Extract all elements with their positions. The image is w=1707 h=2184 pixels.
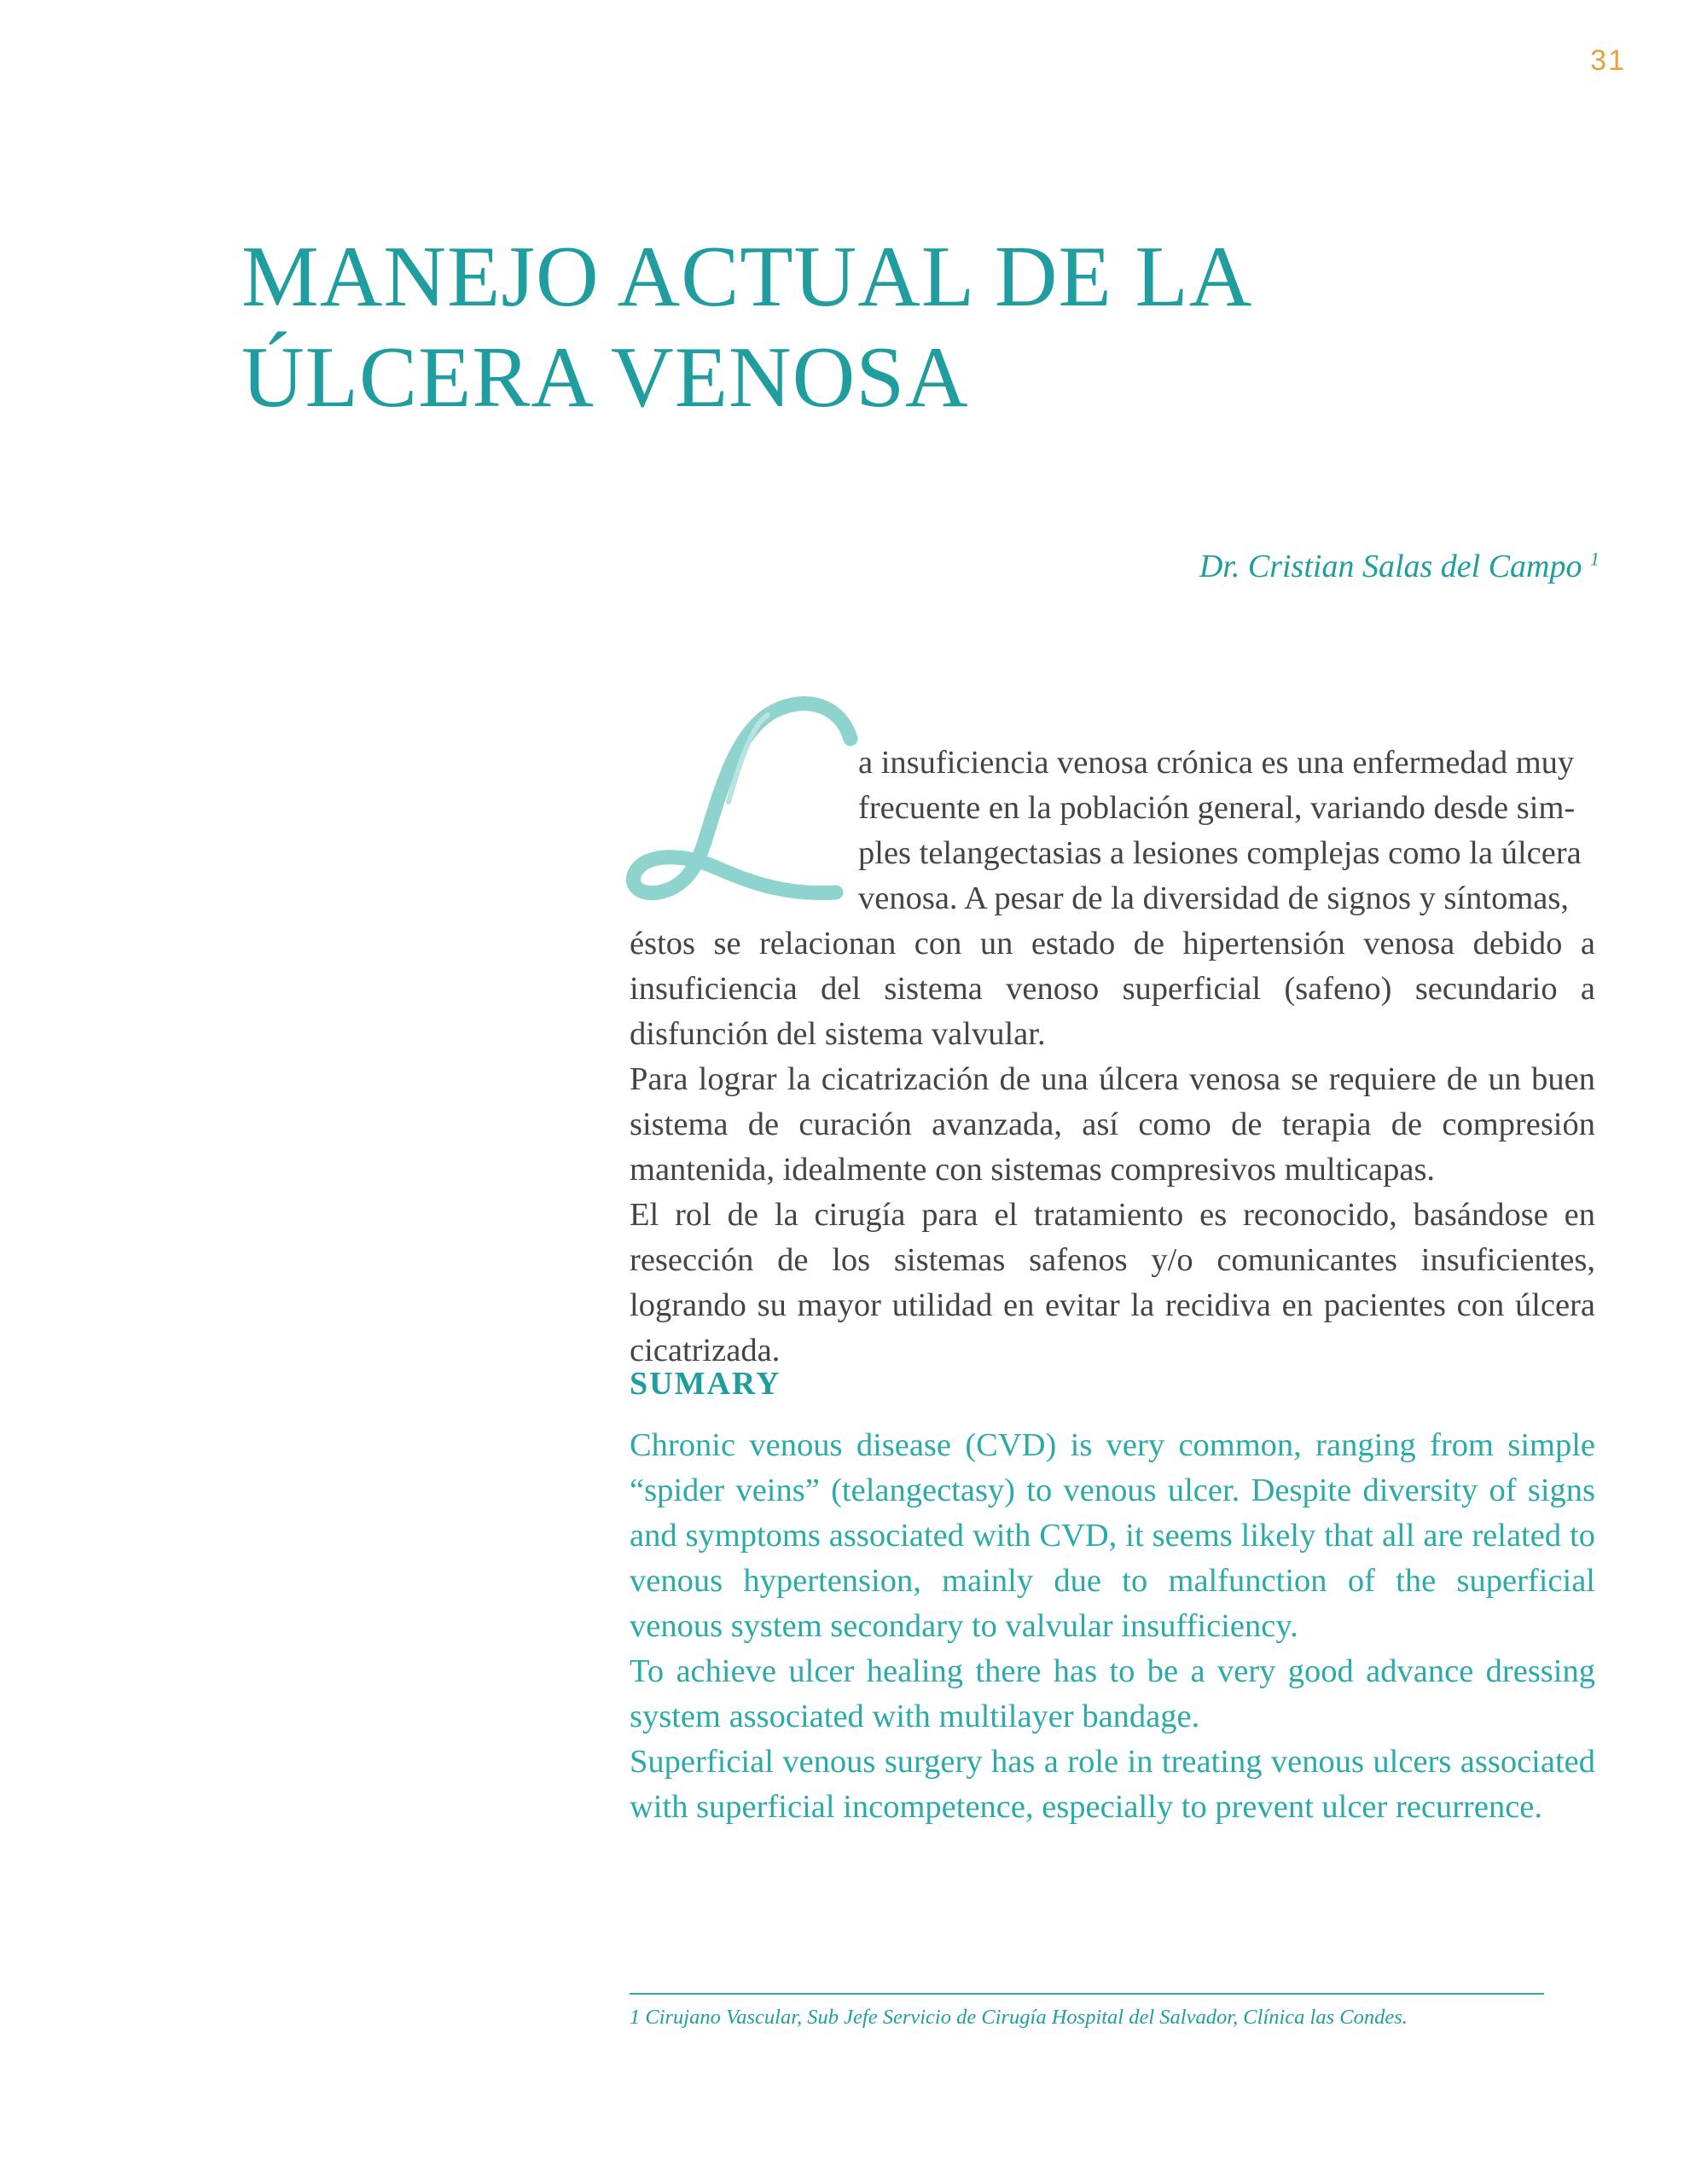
summary-paragraph-1: Chronic venous disease (CVD) is very common, ranging from simple “spider veins” (telangectasy) to venous ulcer. Despite diversity of signs and symptoms associated with CVD, it seems likely that all are related to venous hypertension, mainly due to malfunction of the superficial venous system secondary to valvular insufficiency.: [630, 1427, 1595, 1644]
footnote: 1 Cirujano Vascular, Sub Jefe Servicio de Cirugía Hospital del Salvador, Clínica las Condes.: [630, 2006, 1408, 2029]
page-number: 31: [1590, 44, 1626, 77]
body-line-2: frecuente en la población general, variando desde sim-: [858, 790, 1576, 826]
title-line-2: ÚLCERA VENOSA: [241, 329, 969, 426]
body-line-1: a insuficiencia venosa crónica es una enfermedad muy: [858, 745, 1575, 781]
body-intro-continuation: éstos se relacionan con un estado de hipertensión venosa debido a insuficiencia del sistema venoso superficial (safeno) secundario a disfunción del sistema valvular.: [630, 926, 1595, 1052]
body-line-4: venosa. A pesar de la diversidad de signos y síntomas,: [858, 880, 1569, 916]
body-paragraph-2: Para lograr la cicatrización de una úlcera venosa se requiere de un buen sistema de curación avanzada, así como de terapia de compresión mantenida, idealmente con sistemas compresivos multicapas.: [630, 1061, 1595, 1188]
spanish-abstract: [630, 741, 1595, 1374]
english-summary: [630, 1423, 1595, 1830]
author-name: Dr. Cristian Salas del Campo: [1199, 549, 1582, 584]
author-footnote-ref: 1: [1590, 548, 1600, 570]
body-paragraph-3: El rol de la cirugía para el tratamiento es reconocido, basándose en resección de los sistemas safenos y/o comunicantes insuficientes, logrando su mayor utilidad en evitar la recidiva en pacientes con úlcera cicatrizada.: [630, 1197, 1595, 1368]
summary-heading: SUMARY: [630, 1366, 781, 1402]
author-byline: [1199, 548, 1600, 585]
page-title: [241, 227, 1252, 428]
footnote-divider: [630, 1993, 1544, 1995]
body-line-3: ples telangectasias a lesiones complejas como la úlcera: [858, 835, 1582, 871]
dropcap-l-ornament: [624, 691, 872, 923]
summary-paragraph-2: To achieve ulcer healing there has to be a very good advance dressing system associated with multilayer bandage.: [630, 1653, 1595, 1734]
summary-paragraph-3: Superficial venous surgery has a role in treating venous ulcers associated with superficial incompetence, especially to prevent ulcer recurrence.: [630, 1744, 1595, 1825]
title-line-1: MANEJO ACTUAL DE LA: [241, 229, 1253, 325]
